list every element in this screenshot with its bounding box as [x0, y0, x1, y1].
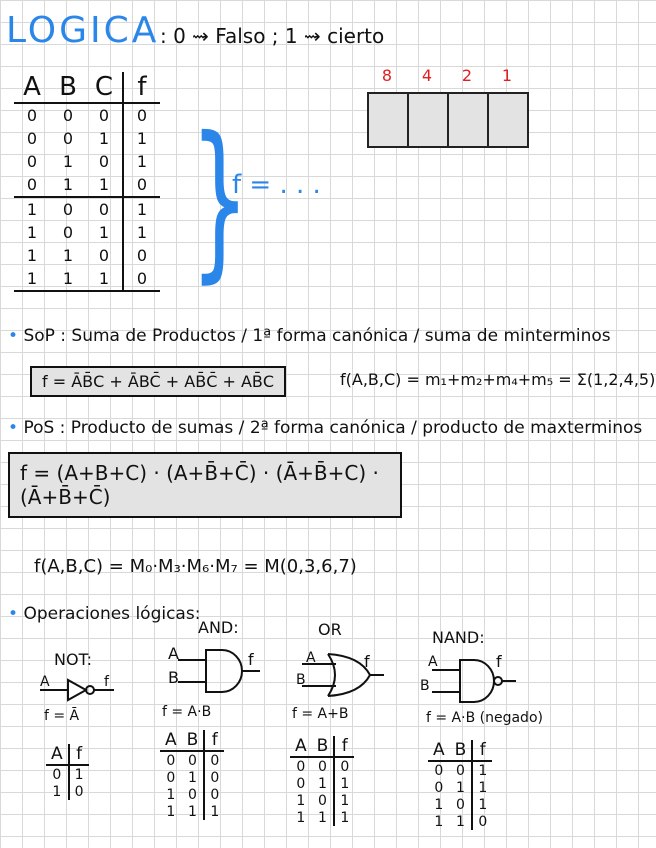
nand-title: NAND:	[432, 628, 485, 647]
and-table-cell: 0	[204, 769, 224, 786]
pos-maxterms: f(A,B,C) = M₀·M₃·M₆·M₇ = M(0,3,6,7)	[34, 556, 357, 577]
nand-table-row	[428, 796, 492, 813]
not-output-label: f	[104, 674, 109, 690]
truth-table-cell: 1	[14, 197, 50, 221]
truth-table-row	[14, 267, 160, 291]
truth-table-cell: 0	[98, 106, 110, 125]
nand-table-cell: 1	[434, 813, 444, 830]
truth-table-cell: 0	[123, 244, 160, 267]
and-table-row	[160, 769, 224, 786]
and-table	[160, 730, 224, 820]
truth-table-cell: 1	[123, 127, 160, 150]
nand-table-cell: 1	[472, 796, 492, 813]
truth-table-cell: 1	[62, 152, 74, 171]
bit-weight: 1	[501, 66, 513, 85]
nand-input-b: B	[420, 678, 430, 694]
truth-table-cell: 0	[123, 173, 160, 197]
and-table-header: A	[160, 730, 182, 751]
page-title: LOGICA	[6, 10, 160, 51]
nand-table-header: A	[428, 740, 450, 761]
truth-table-cell: 1	[98, 129, 110, 148]
bit-weights	[367, 66, 527, 85]
truth-table-row	[14, 197, 160, 221]
and-table-cell: 1	[166, 786, 176, 803]
truth-table-cell: 0	[98, 152, 110, 171]
truth-table-cell: 1	[98, 223, 110, 242]
nand-table	[428, 740, 492, 830]
truth-table-cell: 0	[86, 197, 123, 221]
nand-table-row	[428, 813, 492, 830]
bit-box	[489, 94, 527, 146]
not-table: A f 0 1 1 0	[46, 744, 89, 800]
truth-table-row	[14, 244, 160, 267]
or-table-cell: 1	[334, 792, 354, 809]
function-result: f = . . .	[232, 170, 321, 200]
and-table-row	[160, 751, 224, 769]
not-expression: f = Ā	[44, 708, 80, 724]
and-table-cell: 0	[166, 752, 176, 769]
truth-table-cell: 0	[26, 129, 38, 148]
and-title: AND:	[198, 618, 239, 637]
nand-input-a: A	[428, 654, 438, 670]
truth-table-cell: 0	[50, 197, 86, 221]
nand-table-cell: 0	[434, 762, 444, 779]
bit-weight: 4	[421, 66, 433, 85]
and-table-row	[160, 786, 224, 803]
bit-box	[449, 94, 489, 146]
and-table-row	[160, 803, 224, 820]
and-table-header: B	[182, 730, 205, 751]
pos-formula: f = (A+B+C) · (A+B̄+C̄) · (Ā+B̄+C) · (Ā+B̄+C̄)	[20, 461, 379, 509]
nand-table-cell: 1	[456, 813, 465, 830]
or-table-cell: 1	[318, 775, 327, 792]
or-table-cell: 1	[334, 775, 354, 792]
truth-table-cell: 0	[26, 152, 38, 171]
bit-weight: 2	[461, 66, 473, 85]
truth-table-cell: 0	[62, 106, 74, 125]
or-input-a: A	[306, 650, 316, 666]
truth-table-row	[14, 221, 160, 244]
and-input-b: B	[168, 668, 179, 687]
and-table-cell: 1	[204, 803, 224, 820]
nand-table-cell: 1	[456, 779, 465, 796]
or-table-row	[290, 775, 354, 792]
ops-heading: • Operaciones lógicas:	[8, 604, 201, 624]
pos-heading: • PoS : Producto de sumas / 2ª forma canónica / producto de maxterminos	[8, 418, 643, 438]
not-input-label: A	[40, 674, 50, 690]
or-input-b: B	[296, 672, 306, 688]
truth-table-cell: 1	[86, 267, 123, 291]
nand-table-cell: 1	[472, 761, 492, 779]
and-expression: f = A·B	[162, 704, 212, 720]
truth-table-cell: 0	[26, 106, 38, 125]
or-table-cell: 0	[318, 758, 327, 775]
bit-box	[409, 94, 449, 146]
nand-table-header: B	[450, 740, 473, 761]
not-title: NOT:	[54, 650, 92, 669]
col-header-f: f	[123, 72, 160, 103]
nand-table-header: f	[472, 740, 492, 761]
truth-table-cell: 0	[62, 129, 74, 148]
or-table-row	[290, 809, 354, 826]
bullet-icon: •	[8, 604, 24, 624]
truth-table-cell: 0	[123, 103, 160, 127]
or-table-header: B	[312, 736, 335, 757]
or-expression: f = A+B	[292, 706, 349, 722]
bit-weight: 8	[381, 66, 393, 85]
and-table-cell: 0	[204, 751, 224, 769]
col-header-a: A	[14, 72, 50, 103]
truth-table-cell: 1	[26, 246, 38, 265]
and-table-cell: 0	[188, 752, 197, 769]
truth-table-cell: 0	[26, 175, 38, 194]
or-table-cell: 0	[296, 758, 306, 775]
nand-table-row	[428, 761, 492, 779]
or-table-cell: 0	[334, 757, 354, 775]
col-header-c: C	[86, 72, 123, 103]
or-output: f	[364, 652, 370, 671]
nand-table-row	[428, 779, 492, 796]
truth-table-cell: 0	[62, 223, 74, 242]
or-table-header: A	[290, 736, 312, 757]
pos-formula-box	[8, 452, 402, 518]
and-table-cell: 0	[204, 786, 224, 803]
nand-expression: f = A·B (negado)	[426, 710, 543, 726]
or-table-cell: 1	[334, 809, 354, 826]
bullet-icon: •	[8, 418, 24, 438]
or-table-cell: 1	[296, 809, 306, 826]
truth-table-cell: 0	[98, 246, 110, 265]
sop-minterms: f(A,B,C) = m₁+m₂+m₄+m₅ = Σ(1,2,4,5)	[340, 370, 656, 389]
truth-table-cell: 1	[62, 246, 74, 265]
nand-table-cell: 1	[472, 779, 492, 796]
truth-table-cell: 1	[14, 267, 50, 291]
or-table-cell: 0	[318, 792, 327, 809]
truth-table-cell: 1	[26, 223, 38, 242]
or-table-cell: 0	[296, 775, 306, 792]
bit-boxes	[367, 92, 529, 148]
nand-table-cell: 0	[434, 779, 444, 796]
nand-table-cell: 0	[456, 796, 465, 813]
truth-table-row	[14, 150, 160, 173]
truth-table-cell: 1	[98, 175, 110, 194]
and-table-cell: 1	[188, 803, 197, 820]
and-output: f	[248, 650, 254, 669]
truth-table-cell: 0	[123, 267, 160, 291]
truth-table-row	[14, 103, 160, 127]
and-table-cell: 1	[166, 803, 176, 820]
truth-table-cell: 1	[123, 150, 160, 173]
or-table	[290, 736, 354, 826]
or-table-row	[290, 757, 354, 775]
truth-table-cell: 1	[123, 221, 160, 244]
nand-table-cell: 0	[456, 762, 465, 779]
and-table-cell: 1	[188, 769, 197, 786]
truth-table-cell: 1	[123, 197, 160, 221]
bullet-icon: •	[8, 326, 24, 346]
sop-formula-box: f = ĀB̄C + ĀBC̄ + AB̄C̄ + AB̄C	[30, 366, 286, 397]
or-table-row	[290, 792, 354, 809]
bit-box	[369, 94, 409, 146]
col-header-b: B	[50, 72, 86, 103]
truth-table-cell: 1	[62, 175, 74, 194]
truth-table-cell: 1	[50, 267, 86, 291]
and-input-a: A	[168, 644, 179, 663]
truth-table-row	[14, 127, 160, 150]
truth-table	[14, 72, 160, 292]
nand-table-cell: 1	[434, 796, 444, 813]
or-table-cell: 1	[318, 809, 327, 826]
title-note: : 0 ⇝ Falso ; 1 ⇝ cierto	[160, 24, 385, 48]
truth-table-row	[14, 173, 160, 197]
sop-heading: • SoP : Suma de Productos / 1ª forma canónica / suma de minterminos	[8, 326, 611, 346]
nand-table-cell: 0	[472, 813, 492, 830]
and-table-cell: 0	[188, 786, 197, 803]
or-table-header: f	[334, 736, 354, 757]
or-table-cell: 1	[296, 792, 306, 809]
and-table-cell: 0	[166, 769, 176, 786]
or-title: OR	[318, 620, 342, 639]
brace-icon: }	[190, 101, 250, 299]
nand-output: f	[496, 652, 502, 671]
and-table-header: f	[204, 730, 224, 751]
